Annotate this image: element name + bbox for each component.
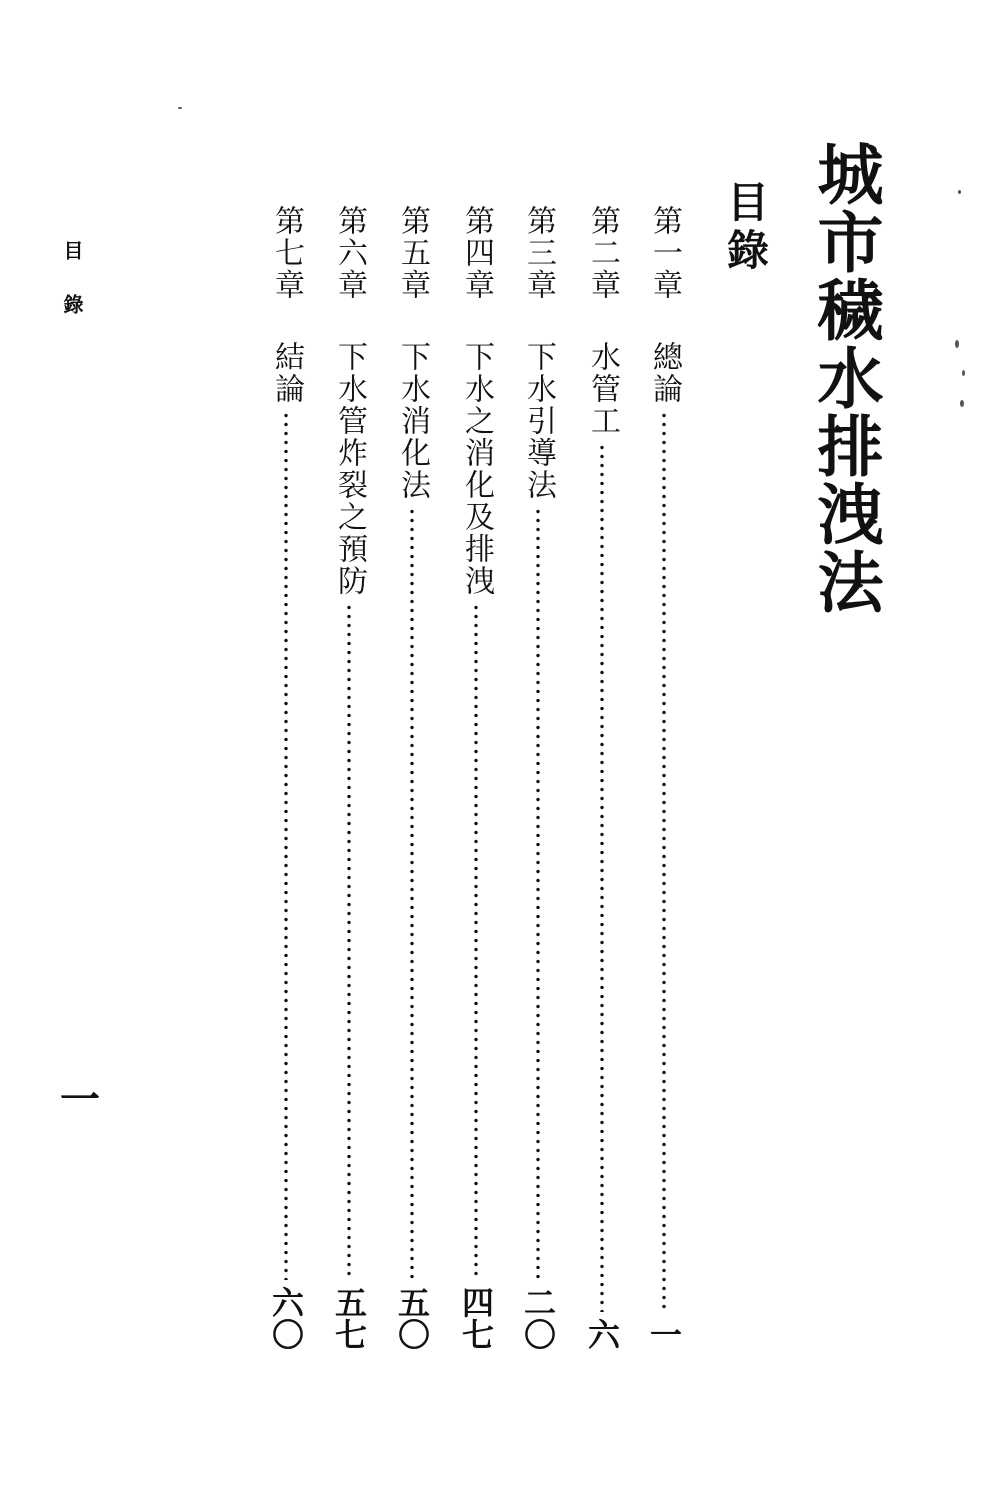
- chapter-number: 第四章: [459, 205, 494, 301]
- chapter-title: 下水管炸裂之預防: [332, 341, 367, 597]
- chapter-title: 下水引導法: [521, 341, 556, 501]
- running-head: 目錄: [60, 240, 84, 348]
- toc-entry-5: [394, 205, 430, 1350]
- chapter-number: 第六章: [332, 205, 367, 301]
- page-number: 一: [645, 1318, 683, 1350]
- scan-speck: [962, 370, 965, 376]
- scan-speck: [958, 190, 961, 194]
- book-title: 城市穢水排洩法: [806, 140, 884, 616]
- dot-leader: [283, 411, 289, 1280]
- toc-entry-1: [646, 205, 682, 1350]
- toc-entry-7: [268, 205, 304, 1350]
- dot-leader: [535, 507, 541, 1280]
- chapter-number: 第一章: [647, 205, 682, 301]
- page-number: 六〇: [267, 1286, 305, 1350]
- page-number: 五〇: [393, 1286, 431, 1350]
- toc-entry-2: [584, 205, 620, 1350]
- scan-speck: [178, 107, 182, 109]
- chapter-title: 結論: [269, 341, 304, 405]
- page-number: 二〇: [519, 1286, 557, 1350]
- chapter-number: 第二章: [585, 205, 620, 301]
- chapter-number: 第三章: [521, 205, 556, 301]
- dot-leader: [346, 603, 352, 1280]
- folio-page-number: 一: [60, 1076, 100, 1123]
- dot-leader: [409, 507, 415, 1280]
- page-number: 六: [583, 1318, 621, 1350]
- chapter-title: 水管工: [585, 341, 620, 437]
- dot-leader: [599, 443, 605, 1312]
- chapter-title: 總論: [647, 341, 682, 405]
- chapter-title: 下水消化法: [395, 341, 430, 501]
- chapter-title: 下水之消化及排洩: [459, 341, 494, 597]
- toc-entry-3: [520, 205, 556, 1350]
- toc-heading: 目錄: [721, 180, 770, 276]
- scan-speck: [955, 340, 959, 348]
- chapter-number: 第七章: [269, 205, 304, 301]
- page-number: 四七: [457, 1286, 495, 1350]
- dot-leader: [661, 411, 667, 1312]
- page-number: 五七: [330, 1286, 368, 1350]
- dot-leader: [473, 603, 479, 1280]
- toc-entry-6: [331, 205, 367, 1350]
- toc-entry-4: [458, 205, 494, 1350]
- scan-speck: [960, 400, 964, 407]
- chapter-number: 第五章: [395, 205, 430, 301]
